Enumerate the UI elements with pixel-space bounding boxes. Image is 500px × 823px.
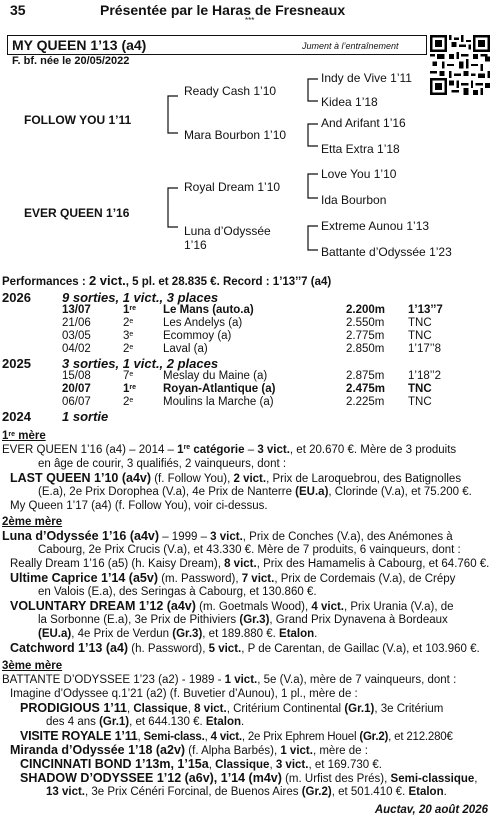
horse-birth: F. bf. née le 20/05/2022 bbox=[12, 55, 130, 67]
pedigree-ds-sire: Love You 1’10 bbox=[321, 167, 397, 181]
year-summary: 1 sortie bbox=[62, 409, 109, 424]
race-distance: 2.475m bbox=[346, 383, 386, 395]
section-first-dam-title: 1re mère bbox=[2, 430, 46, 442]
pedigree-ss-dam: Kidea 1’18 bbox=[321, 95, 378, 109]
race-place: 2e bbox=[123, 317, 134, 329]
third-dam-line: BATTANTE D’ODYSSEE 1’23 (a2) - 1989 - 1 vict., 5e (V.a), mère de 7 vainqueurs, dont : bbox=[2, 674, 457, 686]
pedigree-sire-dam: Mara Bourbon 1’10 bbox=[184, 128, 287, 142]
race-place: 3e bbox=[123, 330, 134, 342]
second-dam-line: Really Dream 1’16 (a5) (h. Kaisy Dream), 8 vict., Prix des Hamamelis à Cabourg, et 64.760 €. bbox=[10, 558, 490, 570]
third-dam-line: VISITE ROYALE 1’11, Semi-class., 4 vict., 2e Prix Ephrem Houel (Gr.2), et 212.280€ bbox=[20, 729, 453, 743]
race-place: 7e bbox=[123, 370, 134, 382]
race-time: TNC bbox=[408, 317, 432, 329]
race-name: Moulins la Marche (a) bbox=[163, 396, 274, 408]
third-dam-line: 13 vict., 3e Prix Cénéri Forcinal, de Buenos Aires (Gr.2), et 501.410 €. Etalon. bbox=[46, 786, 447, 798]
footer-auction-date: Auctav, 20 août 2026 bbox=[374, 804, 488, 816]
third-dam-line: des 4 ans (Gr.1), et 644.130 €. Etalon. bbox=[46, 716, 245, 728]
second-dam-line: Catchword 1’13 (a4) (h. Password), 5 vict., P de Carentan, de Gaillac (V.a), et 103.960 €. bbox=[10, 641, 480, 655]
title-stars: *** bbox=[245, 16, 255, 25]
pedigree-dd-sire: Extreme Aunou 1’13 bbox=[321, 219, 430, 233]
first-dam-line: EVER QUEEN 1’16 (a4) – 2014 – 1re catégorie – 3 vict., et 20.670 €. Mère de 3 produits bbox=[2, 444, 457, 456]
race-time: 1’18’’2 bbox=[408, 370, 442, 382]
pedigree-ss-sire: Indy de Vive 1’11 bbox=[321, 71, 412, 85]
year-label: 2026 bbox=[2, 290, 31, 305]
race-distance: 2.200m bbox=[346, 304, 386, 316]
year-summary: 9 sorties, 1 vict., 3 places bbox=[62, 290, 219, 305]
race-date: 06/07 bbox=[62, 396, 91, 408]
section-second-dam-title: 2ème mère bbox=[2, 516, 63, 528]
race-date: 03/05 bbox=[62, 330, 91, 342]
second-dam-line: la Sorbonne (E.a), 3e Prix de Pithiviers (Gr.3), Grand Prix Dynavena à Bordeaux bbox=[38, 614, 448, 626]
pedigree-dam-sire: Royal Dream 1’10 bbox=[184, 180, 281, 194]
race-distance: 2.550m bbox=[346, 317, 385, 329]
year-summary: 3 sorties, 1 vict., 2 places bbox=[62, 356, 219, 371]
performances-summary: Performances : 2 vict., 5 pl. et 28.835 €. Record : 1’13’’7 (a4) bbox=[2, 273, 332, 288]
pedigree-ds-dam: Ida Bourbon bbox=[321, 193, 387, 207]
second-dam-line: en Valois (E.a), des Seringas à Cabourg, et 130.860 €. bbox=[38, 586, 317, 598]
first-dam-line: en âge de courir, 3 qualifiés, 2 vainqueurs, dont : bbox=[38, 458, 287, 470]
pedigree-dam: EVER QUEEN 1’16 bbox=[24, 206, 130, 220]
race-date: 21/06 bbox=[62, 317, 91, 329]
race-distance: 2.875m bbox=[346, 370, 385, 382]
first-dam-line: (E.a), 2e Prix Dorophea (V.a), 4e Prix de Nanterre (EU.a), Clorinde (V.a), et 75.200 €. bbox=[38, 486, 472, 498]
year-label: 2024 bbox=[2, 409, 31, 424]
pedigree-dam-dam-record: 1’16 bbox=[184, 238, 207, 252]
second-dam-line: Ultime Caprice 1’14 (a5v) (m. Password), 7 vict., Prix de Cordemais (V.a), de Crépy bbox=[10, 571, 456, 585]
lot-number: 35 bbox=[10, 2, 26, 18]
third-dam-line: Miranda d’Odyssée 1’18 (a2v) (f. Alpha Barbés), 1 vict., mère de : bbox=[10, 743, 368, 757]
section-third-dam-title: 3ème mère bbox=[2, 660, 63, 672]
race-name: Royan-Atlantique (a) bbox=[163, 383, 276, 395]
horse-status: Jument à l’entraînement bbox=[302, 41, 399, 51]
second-dam-line: Cabourg, 2e Prix Crucis (V.a), et 43.330 €. Mère de 7 produits, 6 vainqueurs, dont : bbox=[38, 544, 461, 556]
pedigree-sire-sire: Ready Cash 1’10 bbox=[184, 84, 277, 98]
race-time: 1’17’’8 bbox=[408, 343, 442, 355]
race-time: TNC bbox=[408, 396, 432, 408]
second-dam-line: (EU.a), 4e Prix de Verdun (Gr.3), et 189.880 €. Etalon. bbox=[38, 628, 318, 640]
race-date: 20/07 bbox=[62, 383, 91, 395]
race-time: 1’13’’7 bbox=[408, 304, 443, 316]
race-date: 15/08 bbox=[62, 370, 91, 382]
race-date: 13/07 bbox=[62, 304, 91, 316]
year-label: 2025 bbox=[2, 356, 31, 371]
first-dam-line: My Queen 1’17 (a4) (f. Follow You), voir ci-dessus. bbox=[10, 500, 268, 512]
pedigree-dd-dam: Battante d’Odyssée 1’23 bbox=[321, 245, 452, 259]
race-name: Les Andelys (a) bbox=[163, 317, 243, 329]
second-dam-line: Luna d’Odyssée 1’16 (a4v) – 1999 – 3 vict., Prix de Conches (V.a), des Anémones à bbox=[2, 529, 453, 543]
race-distance: 2.775m bbox=[346, 330, 385, 342]
pedigree-dam-dam: Luna d’Odyssée bbox=[184, 224, 271, 238]
race-name: Laval (a) bbox=[163, 343, 208, 355]
race-distance: 2.850m bbox=[346, 343, 385, 355]
third-dam-line: PRODIGIOUS 1’11, Classique, 8 vict., Critérium Continental (Gr.1), 3e Critérium bbox=[20, 701, 444, 715]
third-dam-line: SHADOW D’ODYSSEE 1’12 (a6v), 1’14 (m4v) (m. Urfist des Prés), Semi-classique, bbox=[20, 771, 478, 785]
pedigree-sire: FOLLOW YOU 1’11 bbox=[24, 113, 132, 127]
race-distance: 2.225m bbox=[346, 396, 385, 408]
race-place: 2e bbox=[123, 396, 134, 408]
race-name: Le Mans (auto.a) bbox=[163, 304, 254, 316]
race-place: 1re bbox=[123, 383, 137, 395]
race-time: TNC bbox=[408, 330, 432, 342]
race-date: 04/02 bbox=[62, 343, 91, 355]
race-place: 2e bbox=[123, 343, 134, 355]
race-name: Ecommoy (a) bbox=[163, 330, 232, 342]
third-dam-line: Imagine d’Odyssee q.1’21 (a2) (f. Buvetier d’Aunou), 1 pl., mère de : bbox=[10, 688, 358, 700]
race-place: 1re bbox=[123, 304, 137, 316]
race-name: Meslay du Maine (a) bbox=[163, 370, 268, 382]
first-dam-line: LAST QUEEN 1’10 (a4v) (f. Follow You), 2 vict., Prix de Laroquebrou, des Batignolles bbox=[10, 471, 462, 485]
horse-name: MY QUEEN 1’13 (a4) bbox=[12, 37, 147, 53]
pedigree-sd-sire: And Arifant 1’16 bbox=[321, 116, 406, 130]
third-dam-line: CINCINNATI BOND 1’13m, 1’15a, Classique, 3 vict., et 169.730 €. bbox=[20, 757, 382, 771]
pedigree-sd-dam: Etta Extra 1’18 bbox=[321, 142, 400, 156]
race-time: TNC bbox=[408, 383, 432, 395]
second-dam-line: VOLUNTARY DREAM 1’12 (a4v) (m. Goetmals Wood), 4 vict., Prix Urania (V.a), de bbox=[10, 599, 454, 613]
page-title: Présentée par le Haras de Fresneaux bbox=[100, 2, 346, 18]
